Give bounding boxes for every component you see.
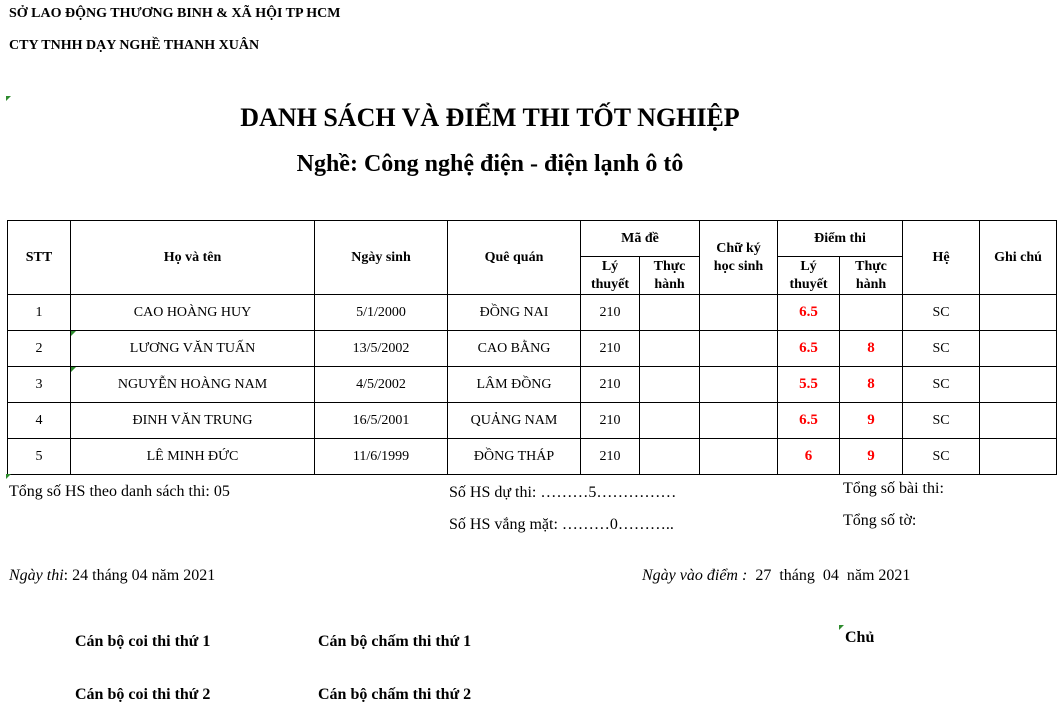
entry-date bbox=[642, 567, 910, 585]
table-row bbox=[8, 331, 1057, 367]
proctor-2: Cán bộ coi thi thứ 2 bbox=[75, 686, 211, 703]
absent-count: Số HS vắng mặt: ………0……….. bbox=[449, 516, 674, 533]
cell-score-theory: 6.5 bbox=[778, 331, 840, 367]
cell-score-practice bbox=[840, 295, 903, 331]
org-line-2: CTY TNHH DẠY NGHỀ THANH XUÂN bbox=[9, 38, 260, 53]
exam-date-value: : 24 tháng 04 năm 2021 bbox=[63, 567, 216, 584]
cell-score-theory: 5.5 bbox=[778, 367, 840, 403]
cell-dob: 4/5/2002 bbox=[315, 367, 448, 403]
cell-score-theory: 6.5 bbox=[778, 403, 840, 439]
cell-stt: 1 bbox=[8, 295, 71, 331]
cell-name-text: NGUYỄN HOÀNG NAM bbox=[117, 376, 268, 392]
cell-code-practice bbox=[640, 295, 700, 331]
cell-score-theory: 6.5 bbox=[778, 295, 840, 331]
cell-note bbox=[980, 403, 1057, 439]
cell-system: SC bbox=[903, 367, 980, 403]
comment-marker bbox=[71, 331, 76, 336]
exam-date-label: Ngày thi bbox=[9, 567, 64, 584]
header-score-practice: Thực hành bbox=[840, 257, 903, 295]
header-dob: Ngày sinh bbox=[315, 221, 448, 295]
comment-marker bbox=[6, 474, 11, 479]
cell-score-practice: 8 bbox=[840, 331, 903, 367]
entry-date-label: Ngày vào điểm : bbox=[642, 567, 748, 584]
cell-code-practice bbox=[640, 403, 700, 439]
cell-system: SC bbox=[903, 331, 980, 367]
exam-date bbox=[9, 567, 215, 585]
cell-code-theory: 210 bbox=[581, 331, 640, 367]
cell-stt: 5 bbox=[8, 439, 71, 475]
cell-code-practice bbox=[640, 331, 700, 367]
cell-name: CAO HOÀNG HUY bbox=[71, 295, 315, 331]
grader-1: Cán bộ chấm thi thứ 1 bbox=[318, 633, 472, 650]
cell-code-theory: 210 bbox=[581, 367, 640, 403]
cell-dob: 11/6/1999 bbox=[315, 439, 448, 475]
cell-note bbox=[980, 367, 1057, 403]
header-system: Hệ bbox=[903, 221, 980, 295]
cell-name bbox=[71, 331, 315, 367]
header-score-theory: Lý thuyết bbox=[778, 257, 840, 295]
cell-note bbox=[980, 439, 1057, 475]
table-row bbox=[8, 439, 1057, 475]
cell-score-practice: 9 bbox=[840, 439, 903, 475]
present-count: Số HS dự thi: ………5…………… bbox=[449, 484, 677, 501]
cell-hometown: CAO BẰNG bbox=[448, 331, 581, 367]
cell-dob: 13/5/2002 bbox=[315, 331, 448, 367]
header-signature: Chữ ký học sinh bbox=[700, 221, 778, 295]
cell-score-practice: 8 bbox=[840, 367, 903, 403]
cell-system: SC bbox=[903, 295, 980, 331]
header-note: Ghi chú bbox=[980, 221, 1057, 295]
cell-score-practice: 9 bbox=[840, 403, 903, 439]
comment-marker bbox=[71, 367, 76, 372]
cell-name: LÊ MINH ĐỨC bbox=[71, 439, 315, 475]
cell-stt: 3 bbox=[8, 367, 71, 403]
cell-hometown: ĐỒNG THÁP bbox=[448, 439, 581, 475]
cell-code-theory: 210 bbox=[581, 295, 640, 331]
header-name: Họ và tên bbox=[71, 221, 315, 295]
cell-dob: 16/5/2001 bbox=[315, 403, 448, 439]
cell-score-theory: 6 bbox=[778, 439, 840, 475]
cell-note bbox=[980, 295, 1057, 331]
header-hometown: Quê quán bbox=[448, 221, 581, 295]
cell-name: ĐINH VĂN TRUNG bbox=[71, 403, 315, 439]
entry-date-value: 27 tháng 04 năm 2021 bbox=[747, 567, 911, 584]
table-row bbox=[8, 367, 1057, 403]
total-papers: Tổng số bài thi: bbox=[843, 480, 944, 497]
cell-signature bbox=[700, 295, 778, 331]
cell-code-practice bbox=[640, 439, 700, 475]
cell-hometown: LÂM ĐỒNG bbox=[448, 367, 581, 403]
page-title: DANH SÁCH VÀ ĐIỂM THI TỐT NGHIỆP bbox=[240, 103, 740, 132]
cell-system: SC bbox=[903, 403, 980, 439]
page-subtitle: Nghề: Công nghệ điện - điện lạnh ô tô bbox=[296, 151, 684, 177]
chu-label: Chủ bbox=[845, 629, 875, 646]
org-line-1: SỞ LAO ĐỘNG THƯƠNG BINH & XÃ HỘI TP HCM bbox=[9, 6, 341, 21]
score-table bbox=[7, 220, 1057, 475]
header-stt: STT bbox=[8, 221, 71, 295]
header-code-theory: Lý thuyết bbox=[581, 257, 640, 295]
cell-code-practice bbox=[640, 367, 700, 403]
header-score: Điểm thi bbox=[778, 221, 903, 257]
cell-stt: 2 bbox=[8, 331, 71, 367]
table-row bbox=[8, 403, 1057, 439]
cell-signature bbox=[700, 367, 778, 403]
cell-signature bbox=[700, 439, 778, 475]
cell-name-text: LƯƠNG VĂN TUẤN bbox=[129, 340, 256, 356]
grader-2: Cán bộ chấm thi thứ 2 bbox=[318, 686, 472, 703]
cell-system: SC bbox=[903, 439, 980, 475]
table-row bbox=[8, 295, 1057, 331]
cell-hometown: QUẢNG NAM bbox=[448, 403, 581, 439]
cell-dob: 5/1/2000 bbox=[315, 295, 448, 331]
total-students: Tổng số HS theo danh sách thi: 05 bbox=[9, 483, 230, 500]
cell-name bbox=[71, 367, 315, 403]
cell-code-theory: 210 bbox=[581, 403, 640, 439]
cell-hometown: ĐỒNG NAI bbox=[448, 295, 581, 331]
cell-code-theory: 210 bbox=[581, 439, 640, 475]
proctor-1: Cán bộ coi thi thứ 1 bbox=[75, 633, 211, 650]
header-exam-code: Mã đề bbox=[581, 221, 700, 257]
cell-signature bbox=[700, 403, 778, 439]
cell-signature bbox=[700, 331, 778, 367]
comment-marker bbox=[839, 625, 844, 630]
cell-stt: 4 bbox=[8, 403, 71, 439]
cell-note bbox=[980, 331, 1057, 367]
total-sheets: Tổng số tờ: bbox=[843, 512, 917, 529]
header-code-practice: Thực hành bbox=[640, 257, 700, 295]
comment-marker bbox=[6, 96, 11, 101]
